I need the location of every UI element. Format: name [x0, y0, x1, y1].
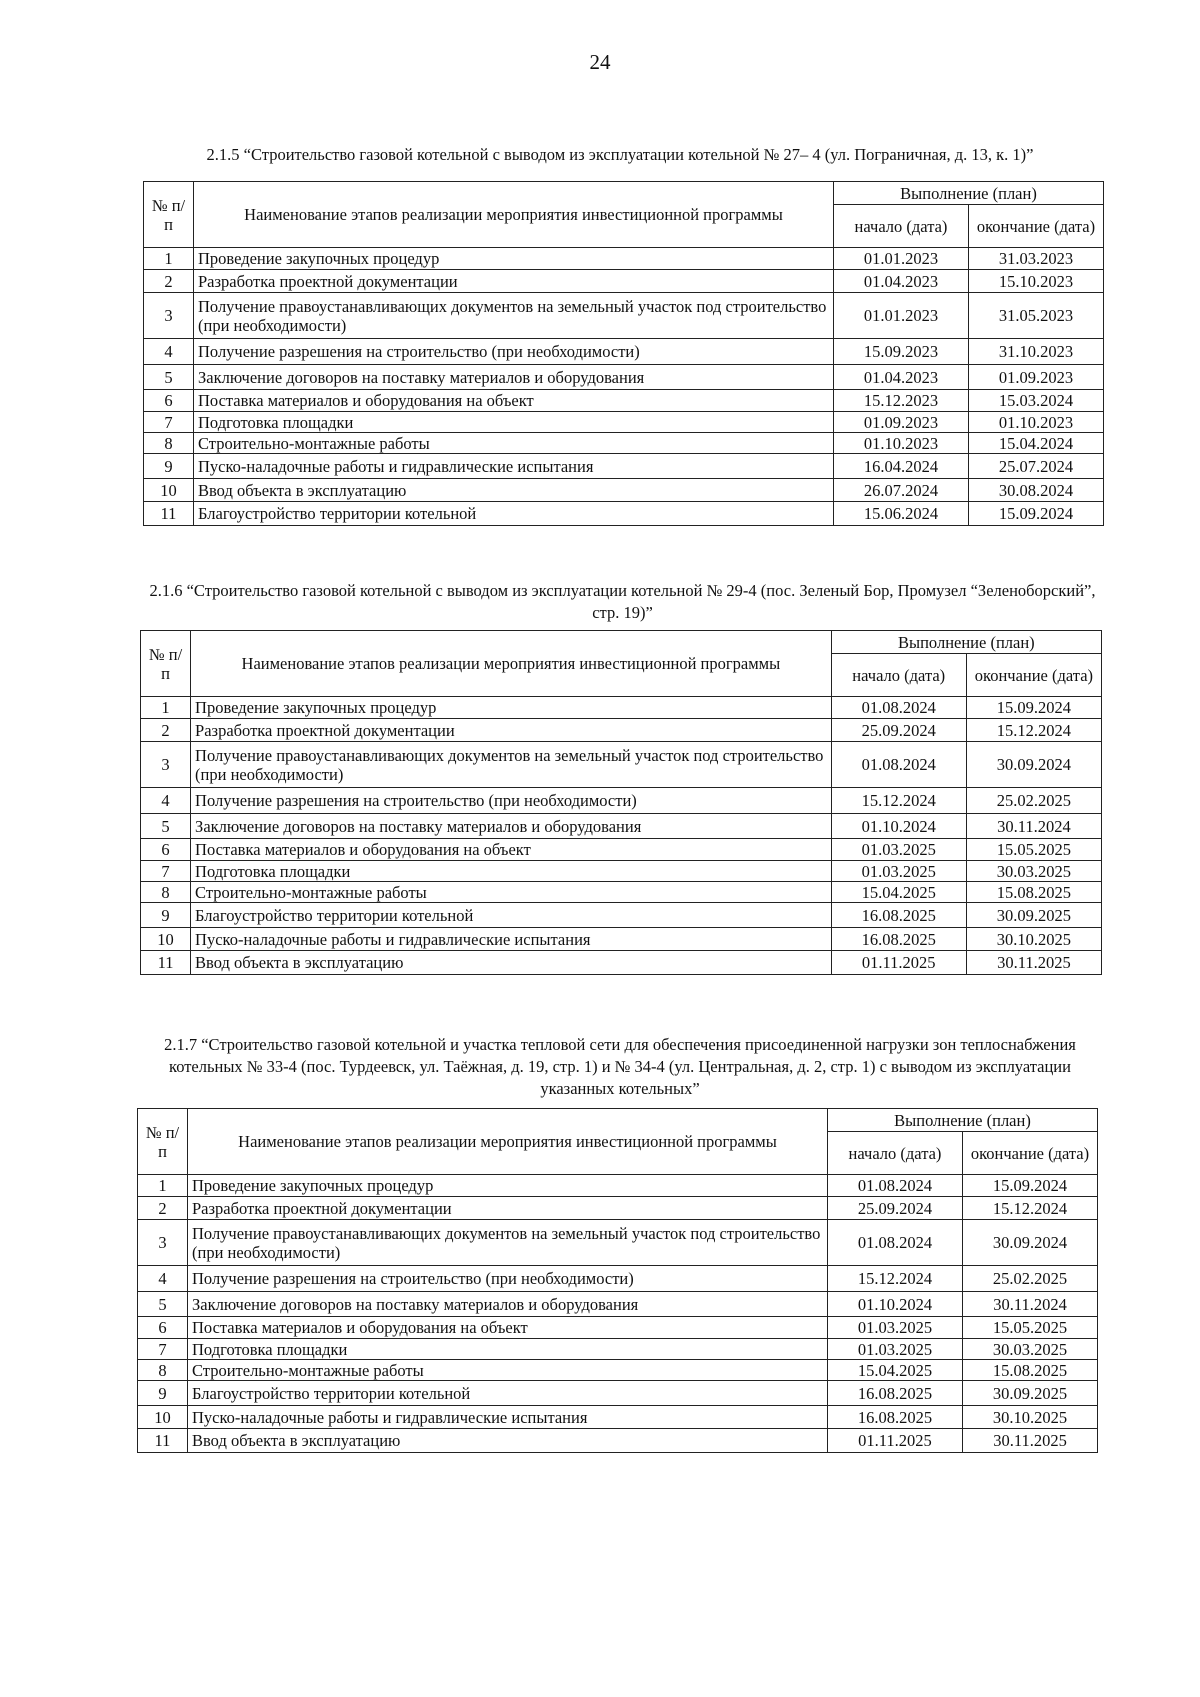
row-number: 11 [141, 951, 191, 975]
table-row [138, 1197, 1098, 1220]
end-date: 31.05.2023 [969, 293, 1104, 339]
row-number: 6 [138, 1317, 188, 1339]
end-date: 30.03.2025 [963, 1339, 1098, 1360]
end-date: 30.09.2024 [963, 1220, 1098, 1266]
table-row [138, 1360, 1098, 1381]
table-row [144, 433, 1104, 454]
stage-name: Пуско-наладочные работы и гидравлические испытания [188, 1406, 828, 1429]
end-date: 25.02.2025 [966, 788, 1101, 814]
table-row [138, 1292, 1098, 1317]
start-date: 01.03.2025 [831, 839, 966, 861]
row-number: 8 [144, 433, 194, 454]
table-row [144, 365, 1104, 390]
table-row [144, 293, 1104, 339]
header-stage-name: Наименование этапов реализации мероприятия инвестиционной программы [191, 631, 832, 697]
stage-name: Подготовка площадки [194, 412, 834, 433]
end-date: 30.11.2024 [966, 814, 1101, 839]
row-number: 10 [138, 1406, 188, 1429]
table-row [144, 454, 1104, 479]
start-date: 01.04.2023 [834, 270, 969, 293]
start-date: 15.04.2025 [831, 882, 966, 903]
stage-name: Заключение договоров на поставку материалов и оборудования [188, 1292, 828, 1317]
stage-name: Ввод объекта в эксплуатацию [191, 951, 832, 975]
stage-name: Получение правоустанавливающих документов на земельный участок под строительство (при необходимости) [191, 742, 832, 788]
end-date: 01.09.2023 [969, 365, 1104, 390]
table-row [141, 903, 1102, 928]
header-end-date: окончание (дата) [963, 1132, 1098, 1175]
end-date: 15.04.2024 [969, 433, 1104, 454]
table-row [138, 1339, 1098, 1360]
start-date: 15.12.2024 [828, 1266, 963, 1292]
end-date: 30.11.2024 [963, 1292, 1098, 1317]
row-number: 1 [138, 1175, 188, 1197]
stage-name: Получение разрешения на строительство (при необходимости) [194, 339, 834, 365]
end-date: 15.09.2024 [966, 697, 1101, 719]
end-date: 15.12.2024 [966, 719, 1101, 742]
row-number: 11 [138, 1429, 188, 1453]
table-row [138, 1317, 1098, 1339]
row-number: 5 [138, 1292, 188, 1317]
start-date: 01.01.2023 [834, 293, 969, 339]
row-number: 7 [144, 412, 194, 433]
section-title-2-1-7: 2.1.7 “Строительство газовой котельной и участка тепловой сети для обеспечения присоединенной нагрузки зон теплоснабжения котельных № 33-4 (пос. Турдеевск, ул. Таёжная, д. 19, стр. 1) и № 34-4 (ул. Центральная, д. 2, стр. 1) с выводом из эксплуатации указанных котельных” [164, 1035, 1076, 1098]
end-date: 15.08.2025 [966, 882, 1101, 903]
end-date: 15.08.2025 [963, 1360, 1098, 1381]
start-date: 01.03.2025 [828, 1317, 963, 1339]
start-date: 25.09.2024 [828, 1197, 963, 1220]
row-number: 7 [138, 1339, 188, 1360]
table-row [144, 502, 1104, 526]
section-title-2-1-6: 2.1.6 “Строительство газовой котельной с выводом из эксплуатации котельной № 29-4 (пос. Зеленый Бор, Промузел “Зеленоборский”, стр. 19)” [149, 581, 1096, 622]
start-date: 01.08.2024 [828, 1220, 963, 1266]
end-date: 15.05.2025 [963, 1317, 1098, 1339]
table-row [144, 339, 1104, 365]
start-date: 01.08.2024 [828, 1175, 963, 1197]
stage-name: Поставка материалов и оборудования на объект [188, 1317, 828, 1339]
row-number: 5 [141, 814, 191, 839]
table-row [141, 697, 1102, 719]
stage-name: Строительно-монтажные работы [194, 433, 834, 454]
end-date: 30.11.2025 [966, 951, 1101, 975]
header-number: № п/п [138, 1109, 188, 1175]
end-date: 30.11.2025 [963, 1429, 1098, 1453]
row-number: 2 [141, 719, 191, 742]
start-date: 01.11.2025 [831, 951, 966, 975]
plan-table-2-1-6 [140, 630, 1102, 975]
header-execution: Выполнение (план) [834, 182, 1104, 205]
end-date: 25.07.2024 [969, 454, 1104, 479]
stage-name: Поставка материалов и оборудования на объект [194, 390, 834, 412]
header-stage-name: Наименование этапов реализации мероприятия инвестиционной программы [194, 182, 834, 248]
stage-name: Благоустройство территории котельной [188, 1381, 828, 1406]
end-date: 30.03.2025 [966, 861, 1101, 882]
stage-name: Строительно-монтажные работы [188, 1360, 828, 1381]
stage-name: Получение правоустанавливающих документов на земельный участок под строительство (при необходимости) [188, 1220, 828, 1266]
end-date: 15.10.2023 [969, 270, 1104, 293]
table-row [141, 928, 1102, 951]
row-number: 8 [141, 882, 191, 903]
plan-table-2-1-5 [143, 181, 1104, 526]
header-execution: Выполнение (план) [831, 631, 1101, 654]
table-row [141, 814, 1102, 839]
row-number: 4 [141, 788, 191, 814]
row-number: 5 [144, 365, 194, 390]
stage-name: Благоустройство территории котельной [194, 502, 834, 526]
stage-name: Проведение закупочных процедур [188, 1175, 828, 1197]
header-end-date: окончание (дата) [966, 654, 1101, 697]
header-start-date: начало (дата) [831, 654, 966, 697]
stage-name: Разработка проектной документации [194, 270, 834, 293]
row-number: 3 [141, 742, 191, 788]
start-date: 01.08.2024 [831, 742, 966, 788]
row-number: 1 [141, 697, 191, 719]
start-date: 15.09.2023 [834, 339, 969, 365]
table-row [141, 861, 1102, 882]
end-date: 30.10.2025 [963, 1406, 1098, 1429]
table-row [144, 479, 1104, 502]
stage-name: Благоустройство территории котельной [191, 903, 832, 928]
start-date: 25.09.2024 [831, 719, 966, 742]
start-date: 16.08.2025 [828, 1406, 963, 1429]
row-number: 9 [141, 903, 191, 928]
stage-name: Получение разрешения на строительство (при необходимости) [188, 1266, 828, 1292]
table-row [138, 1429, 1098, 1453]
section-title-2-1-5: 2.1.5 “Строительство газовой котельной с выводом из эксплуатации котельной № 27– 4 (ул. Пограничная, д. 13, к. 1)” [206, 145, 1034, 164]
end-date: 15.05.2025 [966, 839, 1101, 861]
start-date: 15.04.2025 [828, 1360, 963, 1381]
row-number: 8 [138, 1360, 188, 1381]
stage-name: Заключение договоров на поставку материалов и оборудования [194, 365, 834, 390]
stage-name: Разработка проектной документации [191, 719, 832, 742]
table-row [138, 1266, 1098, 1292]
header-stage-name: Наименование этапов реализации мероприятия инвестиционной программы [188, 1109, 828, 1175]
end-date: 30.09.2025 [963, 1381, 1098, 1406]
start-date: 15.12.2023 [834, 390, 969, 412]
header-end-date: окончание (дата) [969, 205, 1104, 248]
end-date: 15.09.2024 [963, 1175, 1098, 1197]
start-date: 26.07.2024 [834, 479, 969, 502]
stage-name: Проведение закупочных процедур [191, 697, 832, 719]
table-row [138, 1406, 1098, 1429]
table-row [141, 951, 1102, 975]
end-date: 30.08.2024 [969, 479, 1104, 502]
header-number: № п/п [144, 182, 194, 248]
row-number: 9 [144, 454, 194, 479]
stage-name: Заключение договоров на поставку материалов и оборудования [191, 814, 832, 839]
table-row [144, 412, 1104, 433]
end-date: 31.03.2023 [969, 248, 1104, 270]
start-date: 16.08.2025 [831, 903, 966, 928]
row-number: 1 [144, 248, 194, 270]
row-number: 7 [141, 861, 191, 882]
table-row [138, 1175, 1098, 1197]
stage-name: Подготовка площадки [188, 1339, 828, 1360]
end-date: 15.12.2024 [963, 1197, 1098, 1220]
row-number: 6 [141, 839, 191, 861]
end-date: 01.10.2023 [969, 412, 1104, 433]
stage-name: Ввод объекта в эксплуатацию [188, 1429, 828, 1453]
end-date: 15.03.2024 [969, 390, 1104, 412]
header-start-date: начало (дата) [834, 205, 969, 248]
stage-name: Получение разрешения на строительство (при необходимости) [191, 788, 832, 814]
stage-name: Подготовка площадки [191, 861, 832, 882]
row-number: 2 [138, 1197, 188, 1220]
start-date: 01.10.2023 [834, 433, 969, 454]
table-row [141, 719, 1102, 742]
header-execution: Выполнение (план) [828, 1109, 1098, 1132]
table-row [144, 270, 1104, 293]
table-row [141, 839, 1102, 861]
stage-name: Строительно-монтажные работы [191, 882, 832, 903]
table-row [141, 882, 1102, 903]
stage-name: Пуско-наладочные работы и гидравлические испытания [191, 928, 832, 951]
row-number: 4 [144, 339, 194, 365]
page-number: 24 [589, 50, 611, 74]
start-date: 15.12.2024 [831, 788, 966, 814]
stage-name: Проведение закупочных процедур [194, 248, 834, 270]
start-date: 16.08.2025 [828, 1381, 963, 1406]
stage-name: Поставка материалов и оборудования на объект [191, 839, 832, 861]
end-date: 31.10.2023 [969, 339, 1104, 365]
start-date: 16.08.2025 [831, 928, 966, 951]
start-date: 01.08.2024 [831, 697, 966, 719]
end-date: 25.02.2025 [963, 1266, 1098, 1292]
start-date: 16.04.2024 [834, 454, 969, 479]
row-number: 11 [144, 502, 194, 526]
row-number: 3 [144, 293, 194, 339]
plan-table-2-1-7 [137, 1108, 1098, 1453]
end-date: 30.09.2025 [966, 903, 1101, 928]
stage-name: Пуско-наладочные работы и гидравлические испытания [194, 454, 834, 479]
table-row [138, 1381, 1098, 1406]
row-number: 10 [141, 928, 191, 951]
start-date: 01.09.2023 [834, 412, 969, 433]
header-start-date: начало (дата) [828, 1132, 963, 1175]
row-number: 3 [138, 1220, 188, 1266]
header-number: № п/п [141, 631, 191, 697]
end-date: 30.10.2025 [966, 928, 1101, 951]
start-date: 15.06.2024 [834, 502, 969, 526]
table-row [138, 1220, 1098, 1266]
stage-name: Разработка проектной документации [188, 1197, 828, 1220]
row-number: 4 [138, 1266, 188, 1292]
stage-name: Получение правоустанавливающих документов на земельный участок под строительство (при необходимости) [194, 293, 834, 339]
table-row [144, 248, 1104, 270]
start-date: 01.10.2024 [831, 814, 966, 839]
start-date: 01.10.2024 [828, 1292, 963, 1317]
row-number: 10 [144, 479, 194, 502]
start-date: 01.03.2025 [831, 861, 966, 882]
table-row [144, 390, 1104, 412]
table-row [141, 742, 1102, 788]
row-number: 9 [138, 1381, 188, 1406]
row-number: 2 [144, 270, 194, 293]
end-date: 15.09.2024 [969, 502, 1104, 526]
start-date: 01.04.2023 [834, 365, 969, 390]
table-row [141, 788, 1102, 814]
row-number: 6 [144, 390, 194, 412]
start-date: 01.03.2025 [828, 1339, 963, 1360]
stage-name: Ввод объекта в эксплуатацию [194, 479, 834, 502]
start-date: 01.01.2023 [834, 248, 969, 270]
end-date: 30.09.2024 [966, 742, 1101, 788]
start-date: 01.11.2025 [828, 1429, 963, 1453]
